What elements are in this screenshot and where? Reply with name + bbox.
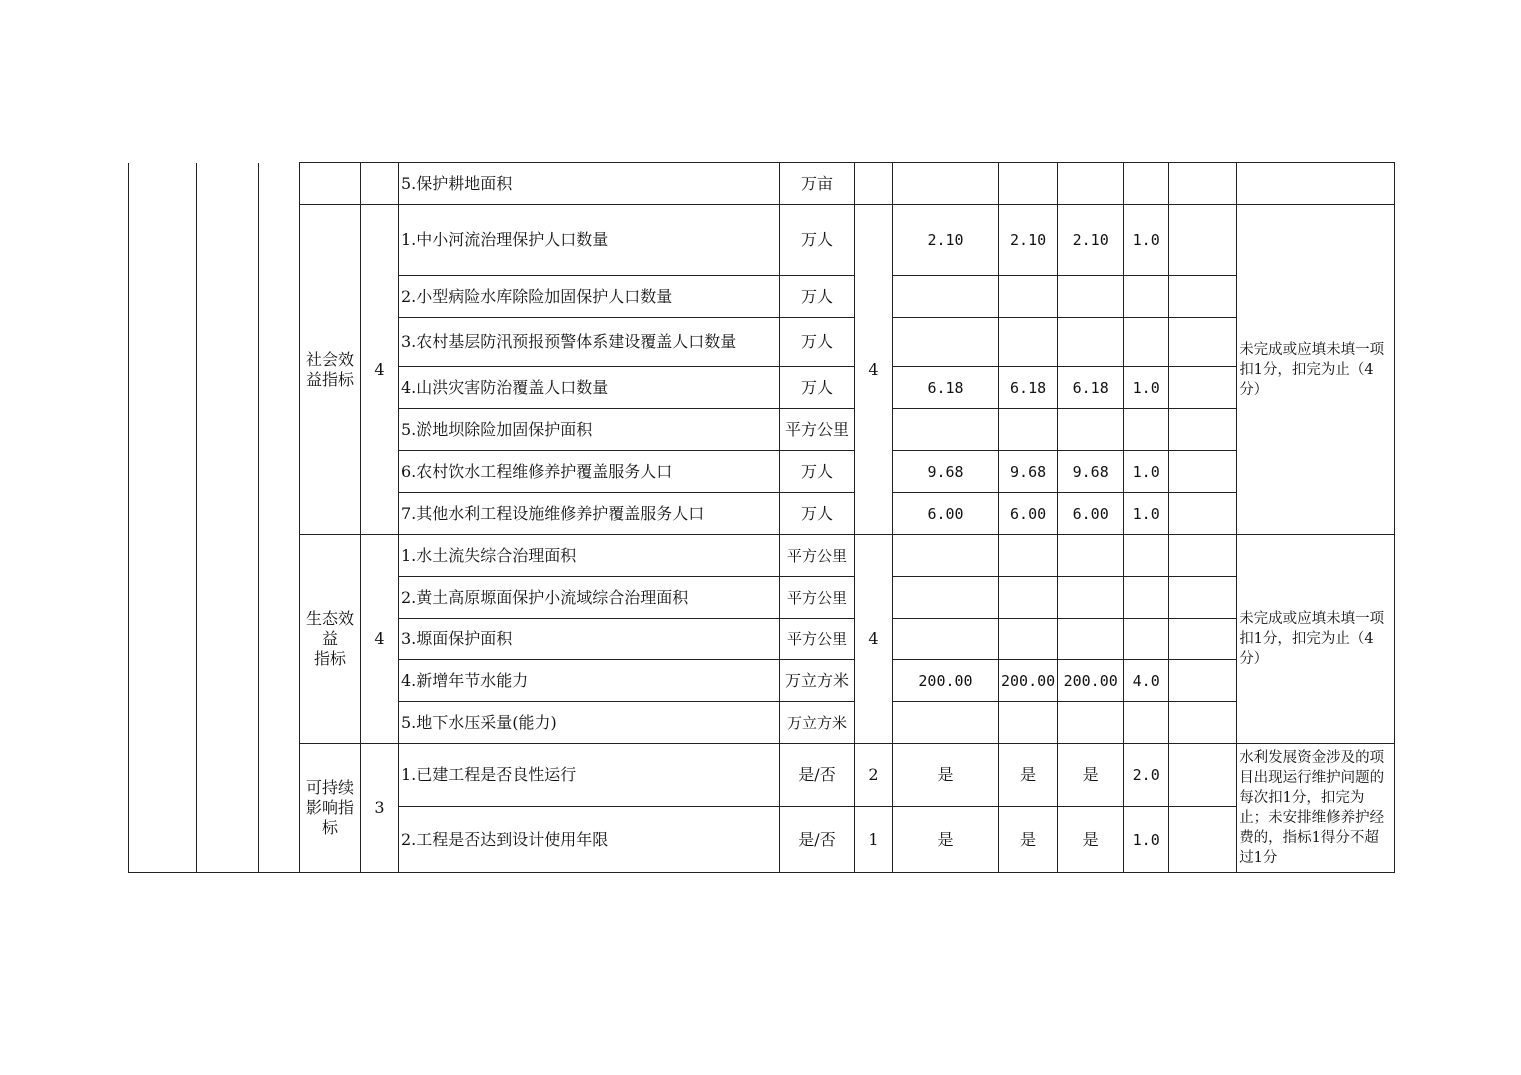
actual-cell <box>1058 409 1124 451</box>
sustain-note: 水利发展资金涉及的项目出现运行维护问题的每次扣1分，扣完为止；未安排维修养护经费的，指标1得分不超过1分 <box>1237 744 1395 873</box>
plan-cell: 200.00 <box>893 660 999 702</box>
deduct-cell <box>1169 619 1237 660</box>
unit-cell: 平方公里 <box>780 619 855 660</box>
actual-cell <box>1058 276 1124 318</box>
indicator-cell: 1.中小河流治理保护人口数量 <box>399 205 780 276</box>
performance-indicator-table <box>128 162 1395 873</box>
table-row <box>129 744 1395 807</box>
deduct-cell <box>1169 535 1237 577</box>
indicator-cell: 2.工程是否达到设计使用年限 <box>399 807 780 873</box>
deduct-cell <box>1169 660 1237 702</box>
got-cell: 1.0 <box>1124 493 1169 535</box>
actual-cell: 200.00 <box>1058 660 1124 702</box>
plan-cell <box>893 619 999 660</box>
annual-cell: 是 <box>999 744 1058 807</box>
annual-cell: 2.10 <box>999 205 1058 276</box>
got-cell <box>1124 163 1169 205</box>
deduct-cell <box>1169 744 1237 807</box>
got-cell: 1.0 <box>1124 451 1169 493</box>
got-cell: 1.0 <box>1124 367 1169 409</box>
indicator-cell: 5.淤地坝除险加固保护面积 <box>399 409 780 451</box>
actual-cell: 9.68 <box>1058 451 1124 493</box>
annual-cell: 6.18 <box>999 367 1058 409</box>
got-cell <box>1124 318 1169 367</box>
got-cell: 2.0 <box>1124 744 1169 807</box>
got-cell: 4.0 <box>1124 660 1169 702</box>
table-row <box>129 163 1395 205</box>
actual-cell <box>1058 163 1124 205</box>
annual-cell <box>999 163 1058 205</box>
social-note: 未完成或应填未填一项扣1分，扣完为止（4分） <box>1237 205 1395 535</box>
unit-cell: 万立方米 <box>780 660 855 702</box>
unit-cell: 万人 <box>780 318 855 367</box>
deduct-cell <box>1169 702 1237 744</box>
unit-cell: 平方公里 <box>780 535 855 577</box>
actual-cell: 2.10 <box>1058 205 1124 276</box>
deduct-cell <box>1169 409 1237 451</box>
plan-cell: 9.68 <box>893 451 999 493</box>
actual-cell <box>1058 318 1124 367</box>
got-cell <box>1124 702 1169 744</box>
eco-category-line-3: 指标 <box>313 649 346 668</box>
unit-cell: 万人 <box>780 367 855 409</box>
unit-cell: 万人 <box>780 205 855 276</box>
indicator-cell: 2.小型病险水库除险加固保护人口数量 <box>399 276 780 318</box>
annual-cell: 6.00 <box>999 493 1058 535</box>
plan-cell: 2.10 <box>893 205 999 276</box>
social-weight: 4 <box>361 205 399 535</box>
actual-cell: 6.00 <box>1058 493 1124 535</box>
deduct-cell <box>1169 318 1237 367</box>
indicator-cell: 5.地下水压采量(能力) <box>399 702 780 744</box>
deduct-cell <box>1169 276 1237 318</box>
indicator-cell: 5.保护耕地面积 <box>399 163 780 205</box>
plan-cell: 6.00 <box>893 493 999 535</box>
actual-cell: 是 <box>1058 807 1124 873</box>
plan-cell <box>893 535 999 577</box>
deduct-cell <box>1169 493 1237 535</box>
got-cell <box>1124 619 1169 660</box>
annual-cell <box>999 577 1058 619</box>
actual-cell <box>1058 535 1124 577</box>
indicator-cell: 2.黄土高原塬面保护小流域综合治理面积 <box>399 577 780 619</box>
unit-cell: 万立方米 <box>780 702 855 744</box>
indicator-cell: 4.新增年节水能力 <box>399 660 780 702</box>
unit-cell: 万人 <box>780 493 855 535</box>
plan-cell: 是 <box>893 744 999 807</box>
social-score: 4 <box>855 205 893 535</box>
got-cell <box>1124 535 1169 577</box>
unit-cell: 是/否 <box>780 807 855 873</box>
annual-cell <box>999 535 1058 577</box>
table-row <box>129 535 1395 577</box>
annual-cell <box>999 702 1058 744</box>
score-cell <box>855 163 893 205</box>
unit-cell: 万人 <box>780 276 855 318</box>
spine-col-1 <box>129 163 197 873</box>
actual-cell: 是 <box>1058 744 1124 807</box>
annual-cell: 200.00 <box>999 660 1058 702</box>
annual-cell <box>999 276 1058 318</box>
score-cell: 2 <box>855 744 893 807</box>
indicator-cell: 1.已建工程是否良性运行 <box>399 744 780 807</box>
indicator-cell: 6.农村饮水工程维修养护覆盖服务人口 <box>399 451 780 493</box>
indicator-cell: 7.其他水利工程设施维修养护覆盖服务人口 <box>399 493 780 535</box>
unit-cell: 万亩 <box>780 163 855 205</box>
eco-category-line-1: 生态效 <box>305 609 354 628</box>
sustain-category: 可持续影响指标 <box>300 744 361 873</box>
deduct-cell <box>1169 451 1237 493</box>
plan-cell: 是 <box>893 807 999 873</box>
annual-cell <box>999 318 1058 367</box>
unit-cell: 平方公里 <box>780 577 855 619</box>
indicator-cell: 3.农村基层防汛预报预警体系建设覆盖人口数量 <box>399 318 780 367</box>
plan-cell <box>893 318 999 367</box>
actual-cell <box>1058 702 1124 744</box>
sustain-weight: 3 <box>361 744 399 873</box>
got-cell <box>1124 276 1169 318</box>
plan-cell <box>893 276 999 318</box>
eco-category <box>300 535 361 744</box>
annual-cell <box>999 409 1058 451</box>
actual-cell <box>1058 619 1124 660</box>
spine-col-3 <box>259 163 300 873</box>
spine-col-2 <box>197 163 259 873</box>
social-category: 社会效益指标 <box>300 205 361 535</box>
category-cell <box>300 163 361 205</box>
deduct-cell <box>1169 807 1237 873</box>
eco-score: 4 <box>855 535 893 744</box>
actual-cell: 6.18 <box>1058 367 1124 409</box>
plan-cell: 6.18 <box>893 367 999 409</box>
annual-cell <box>999 619 1058 660</box>
eco-weight: 4 <box>361 535 399 744</box>
got-cell <box>1124 577 1169 619</box>
deduct-cell <box>1169 205 1237 276</box>
annual-cell: 9.68 <box>999 451 1058 493</box>
plan-cell <box>893 409 999 451</box>
got-cell: 1.0 <box>1124 807 1169 873</box>
eco-category-line-2: 益 <box>321 629 338 648</box>
deduct-cell <box>1169 367 1237 409</box>
indicator-cell: 1.水土流失综合治理面积 <box>399 535 780 577</box>
weight-cell <box>361 163 399 205</box>
annual-cell: 是 <box>999 807 1058 873</box>
got-cell <box>1124 409 1169 451</box>
deduct-cell <box>1169 577 1237 619</box>
plan-cell <box>893 702 999 744</box>
plan-cell <box>893 163 999 205</box>
unit-cell: 平方公里 <box>780 409 855 451</box>
indicator-cell: 3.塬面保护面积 <box>399 619 780 660</box>
unit-cell: 是/否 <box>780 744 855 807</box>
table-row <box>129 205 1395 276</box>
indicator-cell: 4.山洪灾害防治覆盖人口数量 <box>399 367 780 409</box>
note-cell <box>1237 163 1395 205</box>
plan-cell <box>893 577 999 619</box>
got-cell: 1.0 <box>1124 205 1169 276</box>
unit-cell: 万人 <box>780 451 855 493</box>
eco-note: 未完成或应填未填一项扣1分，扣完为止（4分） <box>1237 535 1395 744</box>
deduct-cell <box>1169 163 1237 205</box>
score-cell: 1 <box>855 807 893 873</box>
actual-cell <box>1058 577 1124 619</box>
